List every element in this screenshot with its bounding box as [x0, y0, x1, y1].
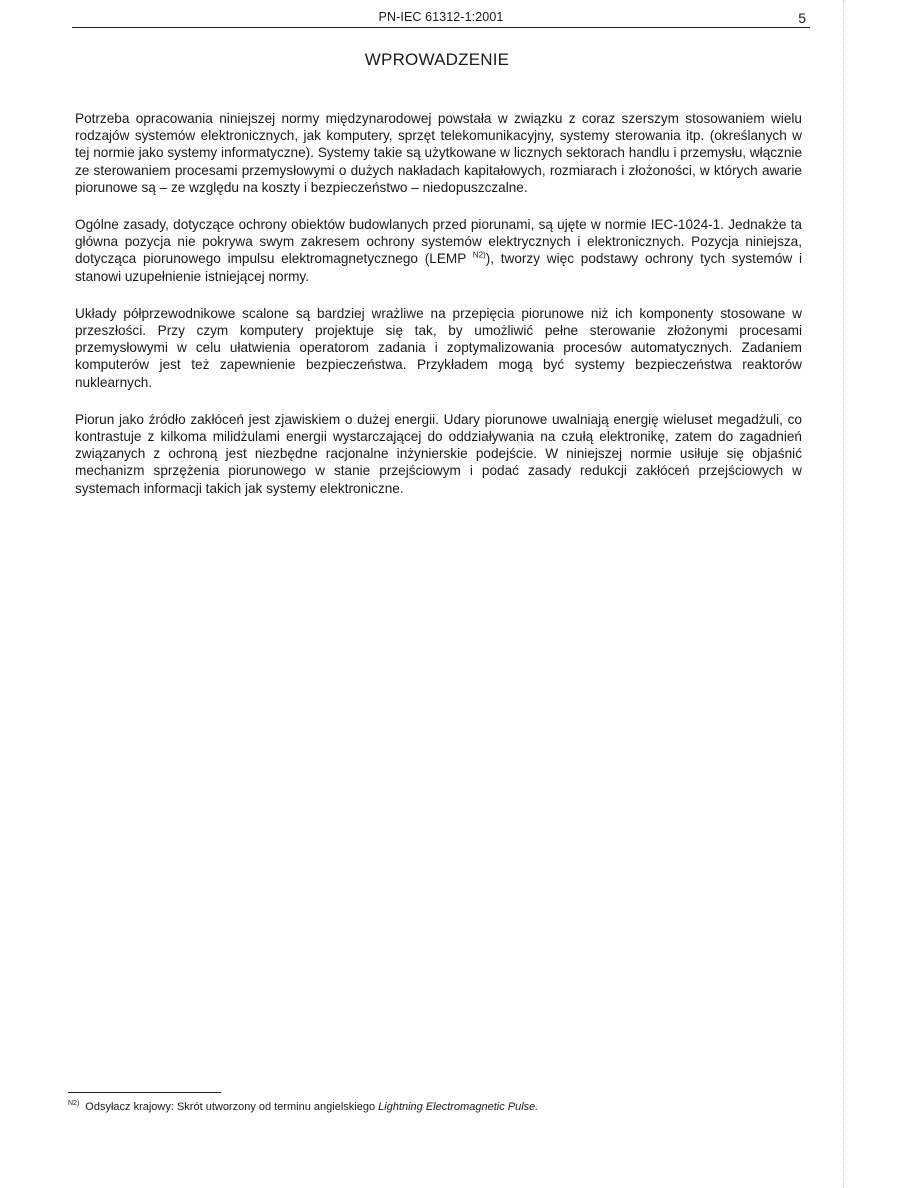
footnote [68, 1100, 808, 1114]
footnote-mark: N2) [68, 1100, 80, 1108]
footnote-reference: N2) [472, 250, 486, 260]
footnote-term: Lightning Electromagnetic Pulse. [378, 1101, 539, 1113]
paragraph-2-text-start: Ogólne zasady, dotyczące ochrony obiektów budowlanych przed piorunami, są ujęte w normie IEC-1024-1. Jednakże ta główna pozycja nie pokrywa swym zakresem ochrony systemów elektrycznych i elektronicznych. Pozycja niniejsza, dotycząca piorunowego impulsu elektromagnetycznego (LEMP [75, 217, 802, 267]
standard-identifier: PN-IEC 61312-1:2001 [378, 10, 504, 24]
body-text [75, 110, 802, 517]
footnote-text: Odsyłacz krajowy: Skrót utworzony od terminu angielskiego [85, 1101, 376, 1113]
page-number: 5 [798, 10, 806, 26]
footnote-rule [68, 1092, 221, 1093]
paragraph-2-text-end: ), tworzy więc podstawy ochrony tych systemów i stanowi uzupełnienie istniejącej normy. [75, 251, 802, 284]
scan-edge [843, 0, 845, 1188]
page-header [72, 8, 810, 30]
paragraph-3: Układy półprzewodnikowe scalone są bardziej wrażliwe na przepięcia piorunowe niż ich komponenty stosowane w przeszłości. Przy czym komputery projektuje się tak, by umożliwić pełne sterowanie złożonymi procesami przemysłowymi w celu ułatwienia operatorom zadania i zoptymalizowania procesów automatycznych. Zadaniem komputerów jest też zapewnienie bezpieczeństwa. Przykładem mogą być systemy bezpieczeństwa reaktorów nuklearnych. [75, 305, 802, 390]
paragraph-1: Potrzeba opracowania niniejszej normy międzynarodowej powstała w związku z coraz szerszym stosowaniem wielu rodzajów systemów elektronicznych, jak komputery, sprzęt telekomunikacyjny, systemy sterowania itp. (określanych w tej normie jako systemy informatyczne). Systemy takie są użytkowane w licznych sektorach handlu i przemysłu, włącznie ze sterowaniem procesami przemysłowymi o dużych nakładach kapitałowych, rozmiarach i złożoności, w których awarie piorunowe są – ze względu na koszty i bezpieczeństwo – niedopuszczalne. [75, 111, 802, 195]
paragraph-2 [75, 216, 802, 285]
section-title: WPROWADZENIE [364, 50, 510, 69]
header-rule [72, 27, 810, 28]
paragraph-4: Piorun jako źródło zakłóceń jest zjawiskiem o dużej energii. Udary piorunowe uwalniają energię wieluset megadżuli, co kontrastuje z kilkoma milidżulami energii wystarczającej do oddziaływania na czułą elektronikę, zatem do zagadnień związanych z ochroną jest niezbędne racjonalne inżynierskie podejście. W niniejszej normie usiłuje się objaśnić mechanizm sprzężenia piorunowego w stanie przejściowym i podać zasady redukcji zakłóceń przejściowych w systemach informacji takich jak systemy elektroniczne. [75, 411, 802, 496]
